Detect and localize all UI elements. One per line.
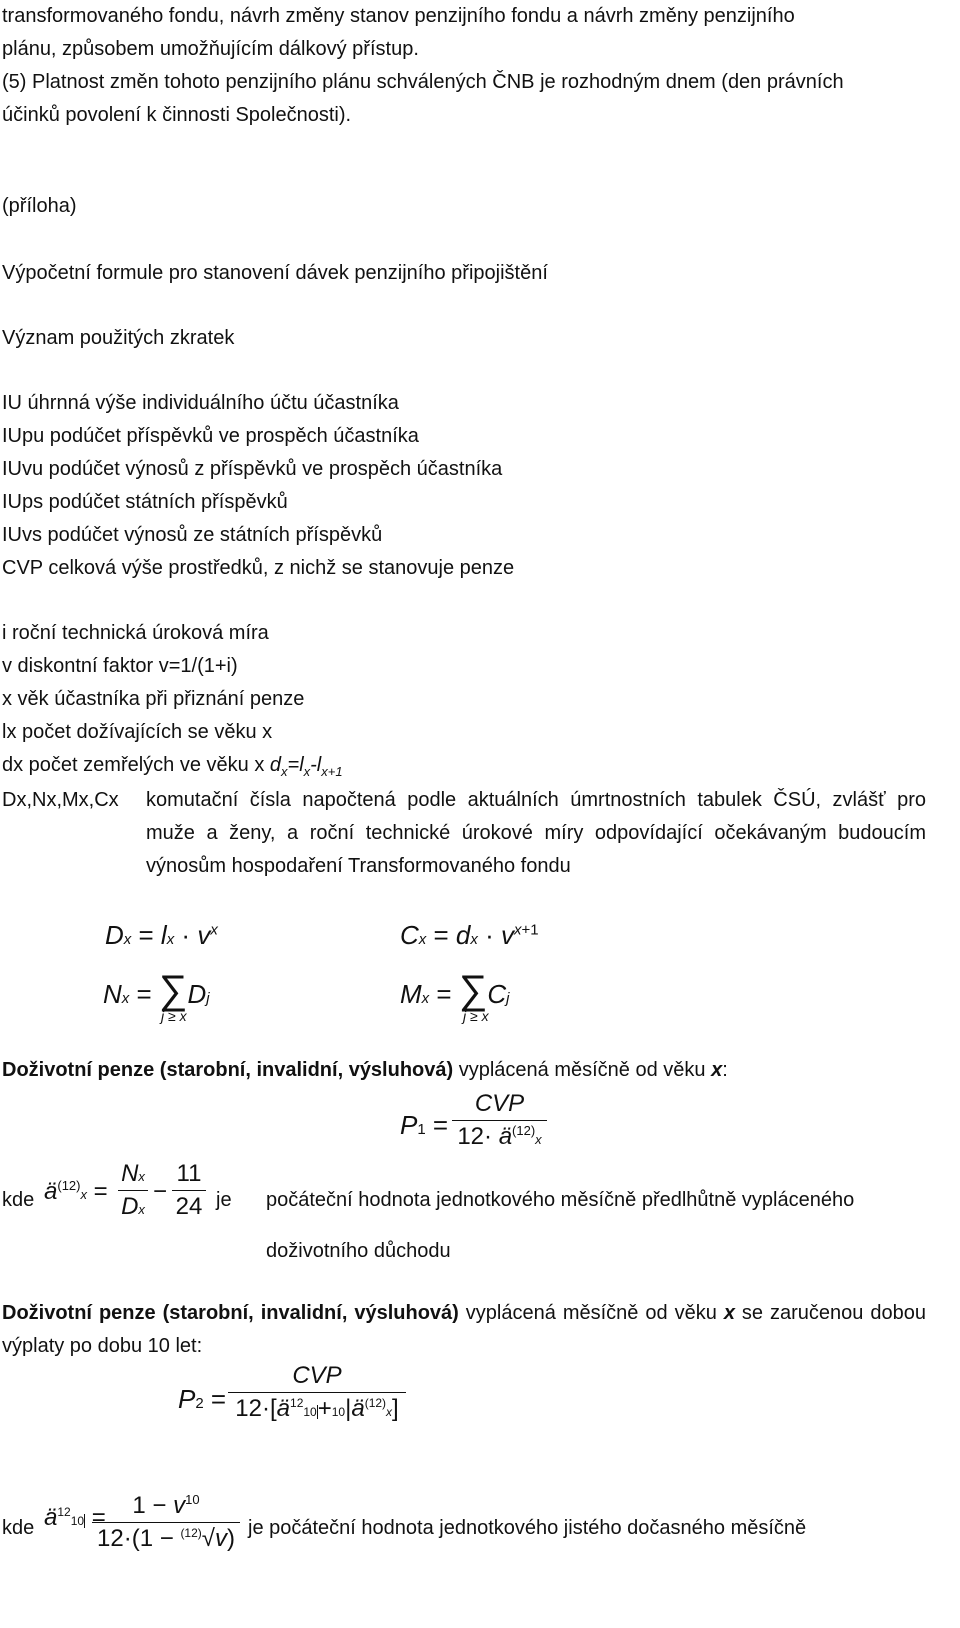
- dx-sub: x: [281, 764, 288, 779]
- dx-text: dx počet zemřelých ve věku x: [2, 754, 270, 776]
- var-item: i roční technická úroková míra: [2, 622, 269, 644]
- section2-bold: Doživotní penze (starobní, invalidní, výsluhová): [2, 1302, 459, 1324]
- section1-bold: Doživotní penze (starobní, invalidní, výsluhová): [2, 1059, 454, 1081]
- p1-sup: (12): [512, 1123, 536, 1138]
- page-heading: Výpočetní formule pro stanovení dávek penzijního připojištění: [2, 262, 548, 284]
- abbrev-item: IUps podúčet státních příspěvků: [2, 491, 288, 513]
- formula-Nx: Nx = ∑Dj: [103, 968, 210, 1012]
- intro-line-3: (5) Platnost změn tohoto penzijního plánu schválených ČNB je rozhodným dnem (den právních: [2, 71, 844, 93]
- section1-x: x: [711, 1059, 723, 1081]
- kde2-kde: kde: [2, 1517, 35, 1539]
- formula-Mx-index: j ≥ x: [463, 1008, 489, 1024]
- dx-eq: =l: [287, 754, 304, 776]
- frac2-num: 11: [176, 1160, 202, 1187]
- dx-d: d: [269, 754, 282, 776]
- kde1-je: je: [216, 1189, 232, 1211]
- section2-title: [2, 1297, 926, 1363]
- p2-12: 12: [235, 1395, 262, 1422]
- formula-ax12-lhs: $ä^{(12)}x$ =: [44, 1178, 108, 1205]
- abbrev-item: IU úhrnná výše individuálního účtu účastníka: [2, 392, 399, 414]
- formula-ax12-frac1: Nx Dx: [118, 1160, 148, 1221]
- formula-Mx: Mx = ∑Cj: [400, 968, 510, 1012]
- kde1-desc2: doživotního důchodu: [266, 1240, 451, 1262]
- section2-x: x: [723, 1302, 735, 1324]
- section1-colon: :: [722, 1059, 728, 1081]
- abbrev-item: IUvs podúčet výnosů ze státních příspěvků: [2, 524, 383, 546]
- formula-P2-frac: CVP $12\cdot[ä^{12}10+10|ä^{(12)}x]$: [228, 1362, 406, 1423]
- a10-one: 1: [132, 1492, 146, 1519]
- kde1-desc1: počáteční hodnota jednotkového měsíčně předlhůtně vypláceného: [266, 1189, 855, 1211]
- var-item: x věk účastníka při přiznání penze: [2, 688, 305, 710]
- formula-a10-frac: $1 - v^{10}$ 12·(1 − $^{(12)}$√v): [92, 1492, 240, 1553]
- appendix-label: (příloha): [2, 195, 77, 217]
- section2-rest2: se zaručenou dobou výplaty po dobu 10 let:: [2, 1302, 927, 1357]
- abbrev-item: CVP celková výše prostředků, z nichž se stanovuje penze: [2, 557, 515, 579]
- var-item-dx: [2, 749, 343, 788]
- formula-P2-lhs: P2 =: [178, 1384, 227, 1414]
- intro-line-2: plánu, způsobem umožňujícím dálkový přístup.: [2, 38, 419, 60]
- p1-den-12: 12: [457, 1123, 485, 1150]
- formula-a10-lhs: $ä^{12}10$ =: [44, 1504, 106, 1531]
- formula-ax12-frac2: [172, 1160, 206, 1221]
- formula-Dx: Dx = lx · $v^x$: [105, 920, 218, 950]
- p1-num: CVP: [474, 1090, 525, 1117]
- intro-line-4: účinků povolení k činnosti Společnosti).: [2, 104, 352, 126]
- formula-Nx-index: j ≥ x: [161, 1008, 187, 1024]
- kde1-kde: kde: [2, 1189, 35, 1211]
- var-item: v diskontní faktor v=1/(1+i): [2, 655, 238, 677]
- section2-rest: vyplácená měsíčně od věku: [458, 1302, 724, 1324]
- abbrev-heading: Význam použitých zkratek: [2, 327, 235, 349]
- section1-rest: vyplácená měsíčně od věku: [453, 1059, 712, 1081]
- dx-minus: -l: [310, 754, 322, 776]
- p2-num: CVP: [292, 1362, 342, 1389]
- dx-sub2: x: [303, 764, 311, 779]
- comm-desc: komutační čísla napočtená podle aktuálních úmrtnostních tabulek ČSÚ, zvlášť pro muže a ženy, a roční technické úrokové míry odpovídající očekávaným budoucím výnosům hospodaření Transformovaného fondu: [146, 789, 926, 877]
- comm-term: Dx,Nx,Mx,Cx: [2, 789, 119, 811]
- intro-line-1: transformovaného fondu, návrh změny stanov penzijního fondu a návrh změny penzijního: [2, 5, 795, 27]
- var-item: lx počet dožívajících se věku x: [2, 721, 273, 743]
- frac2-den: 24: [175, 1193, 203, 1220]
- formula-ax12-minus: −: [153, 1178, 168, 1205]
- formula-P1-lhs: P1 =: [400, 1110, 449, 1140]
- formula-Cx: Cx = dx · $v^{x+1}$: [400, 920, 539, 950]
- abbrev-item: IUvu podúčet výnosů z příspěvků ve prospěch účastníka: [2, 458, 503, 480]
- section1-title: [2, 1054, 728, 1087]
- a10-sup: 10: [185, 1492, 200, 1507]
- abbrev-item: IUpu podúčet příspěvků ve prospěch účastníka: [2, 425, 419, 447]
- formula-P1-frac: CVP $12\cdot ä^{(12)}x$: [452, 1090, 547, 1151]
- dx-sub3: x+1: [321, 764, 343, 779]
- kde2-desc: je počáteční hodnota jednotkového jistého dočasného měsíčně: [248, 1517, 807, 1539]
